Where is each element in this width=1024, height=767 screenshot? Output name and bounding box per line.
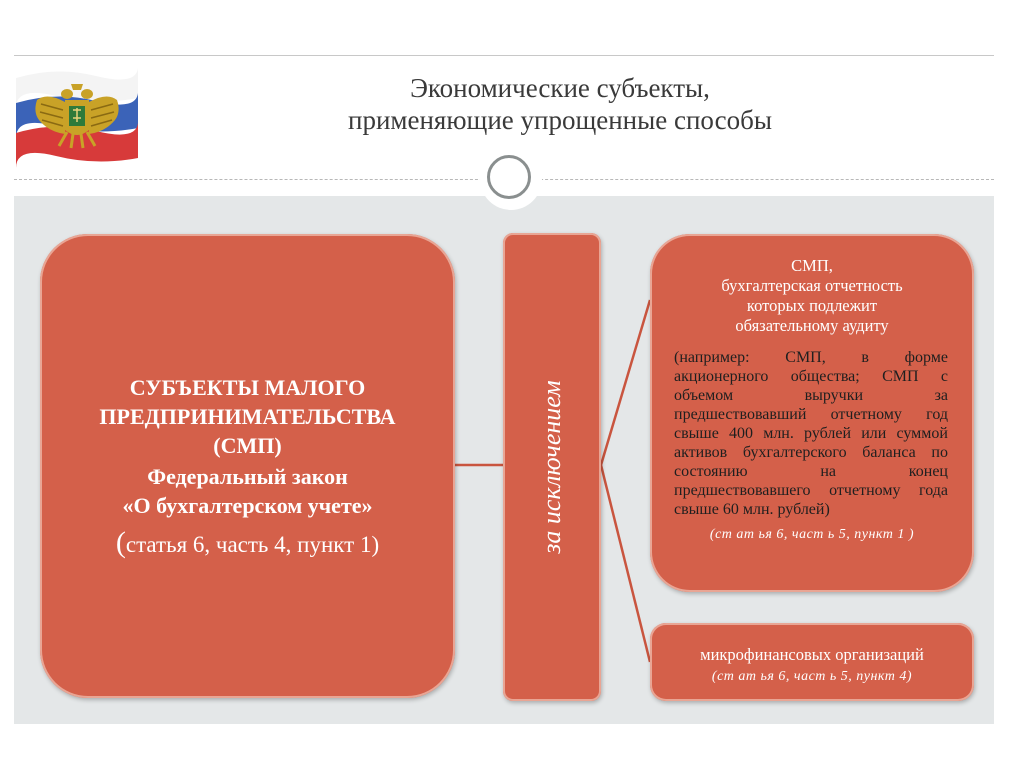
title-line-1: Экономические субъекты, [410,73,710,103]
exception2-heading: микрофинансовых организаций [700,645,924,664]
main-line-4: Федеральный закон [147,463,348,489]
exception2-citation: (ст ат ья 6, част ь 5, пункт 4) [711,669,913,684]
exception1-example: (например: СМП, в форме акционерного общества; СМП с объемом выручки за предшествовавший отчетному год свыше 400 млн. рублей или суммой активов бухгалтерского баланса по состоянию на конец предшествовавшего отчетному года свыше 60 млн. рублей) [674,349,948,518]
audit-exception-box [650,234,974,592]
exception1-head-line-4: обязательному аудиту [735,316,889,335]
exception1-head-line-3: которых подлежит [746,296,878,315]
main-line-3: (СМП) [213,432,282,458]
law-open-paren: ( [115,525,126,559]
exception1-heading [650,256,974,336]
exception1-head-line-2: бухгалтерская отчетность [721,276,903,295]
exception-label: за исключением [537,380,566,554]
main-law-reference [116,526,379,560]
main-line-2: ПРЕДПРИНИМАТЕЛЬСТВА [99,403,396,429]
exception1-citation: (ст ат ья 6, част ь 5, пункт 1 ) [709,527,915,542]
exception1-head-line-1: СМП, [791,256,833,275]
title-line-2: применяющие упрощенные способы [348,105,772,135]
exception-connector-box [503,233,601,701]
microfinance-exception-box [650,623,974,701]
law-text: статья 6, часть 4, пункт 1) [125,531,380,557]
main-line-1: СУБЪЕКТЫ МАЛОГО [129,374,366,400]
main-line-5: «О бухгалтерском учете» [122,492,373,518]
connector-middle-to-exception2 [601,465,650,662]
connector-middle-to-exception1 [601,300,650,465]
small-business-subjects-box [40,234,455,698]
